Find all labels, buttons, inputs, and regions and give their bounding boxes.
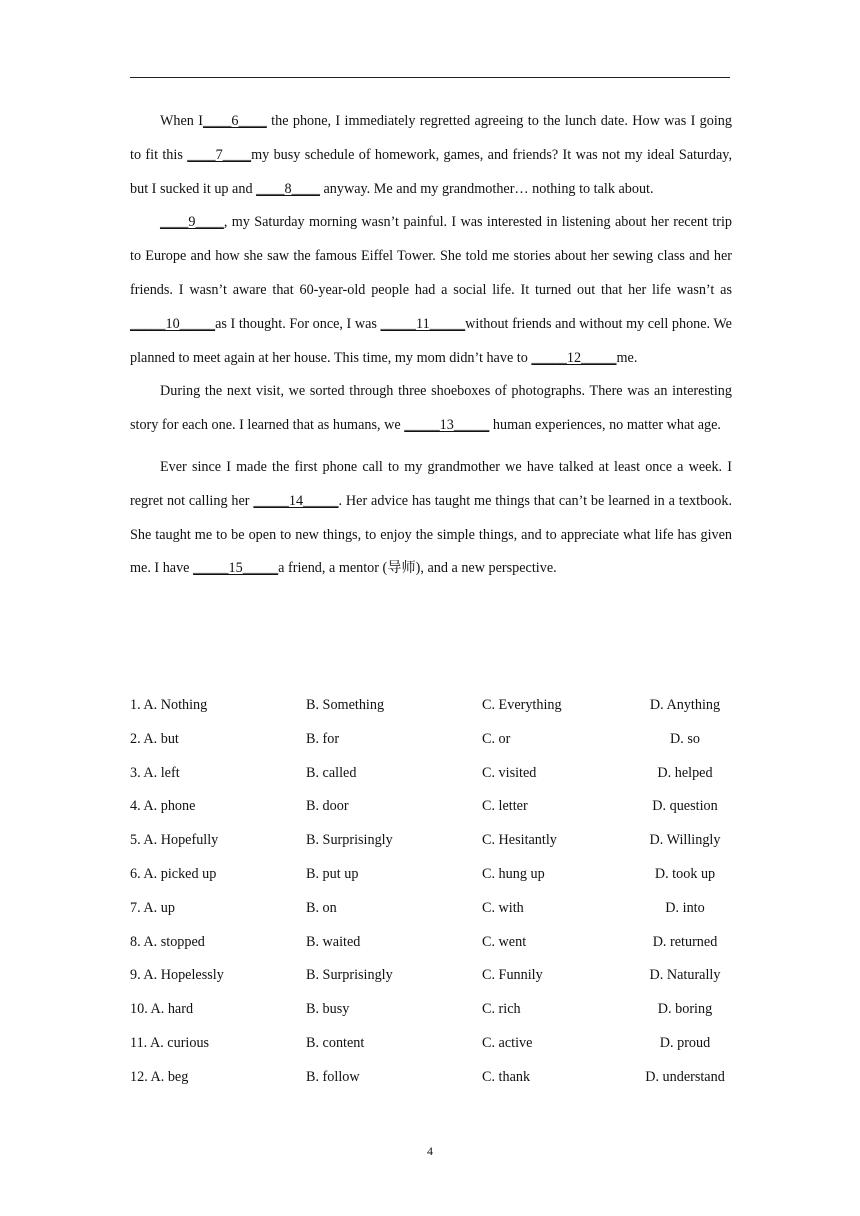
option-a: 2. A. but xyxy=(130,730,179,747)
option-d: D. Anything xyxy=(649,697,721,713)
option-b: B. waited xyxy=(306,933,361,950)
question-row xyxy=(130,1061,732,1095)
option-b: B. content xyxy=(306,1034,365,1051)
option-a: 5. A. Hopefully xyxy=(130,832,219,849)
option-b: B. Surprisingly xyxy=(306,967,393,984)
text: anyway. Me and my grandmother… nothing to talk about. xyxy=(319,180,654,197)
text: human experiences, no matter what age. xyxy=(489,417,721,434)
blank-13: _____13_____ xyxy=(404,417,490,434)
option-a: 9. A. Hopelessly xyxy=(130,967,224,984)
option-c: C. with xyxy=(482,899,524,916)
option-d: D. returned xyxy=(652,933,718,950)
option-c: C. hung up xyxy=(482,865,545,882)
blank-7: ____7____ xyxy=(187,146,252,163)
blank-10: _____10_____ xyxy=(130,315,216,332)
option-b: B. door xyxy=(306,798,349,815)
option-c: C. Hesitantly xyxy=(482,832,557,849)
option-d: D. so xyxy=(670,730,700,747)
text: , my Saturday morning wasn’t painful. I was interested in listening about her recent trip to Europe and how she saw the famous Eiffel Tower. She told me stories about her sewing class and her friends. I wasn’t aware that 60-year-old people had a social life. It turned out that her life wasn’t as xyxy=(130,214,732,298)
option-a: 10. A. hard xyxy=(130,1001,194,1018)
paragraph-2 xyxy=(130,206,732,375)
text: me. xyxy=(616,349,638,366)
paragraph-4 xyxy=(130,451,732,586)
paragraph-3 xyxy=(130,375,732,443)
option-a: 6. A. picked up xyxy=(130,865,217,882)
text: . Her advice has taught me things that can’t be learned in a textbook. She taught me to be open to new things, to enjoy the simple things, and to appreciate what life has given me. I have xyxy=(130,492,732,577)
question-row xyxy=(130,790,732,824)
option-b: B. Something xyxy=(306,697,385,713)
option-b: B. follow xyxy=(306,1068,360,1085)
option-b: B. put up xyxy=(306,865,359,882)
blank-8: ____8____ xyxy=(256,180,320,197)
page-number: 4 xyxy=(427,1144,433,1158)
option-a: 3. A. left xyxy=(130,764,180,781)
option-c: C. rich xyxy=(482,1001,521,1018)
option-c: C. letter xyxy=(482,798,528,815)
option-a: 7. A. up xyxy=(130,899,175,916)
text: my busy schedule of homework, games, and friends? It was not my ideal Saturday, but I sucked it up and xyxy=(130,146,732,197)
option-d: D. question xyxy=(652,798,718,815)
option-c: C. went xyxy=(482,933,527,950)
text: a friend, a mentor (导师), and a new perspective. xyxy=(278,560,557,577)
blank-11: _____11_____ xyxy=(380,315,466,332)
option-a: 12. A. beg xyxy=(130,1068,189,1085)
text: the phone, I immediately regretted agreeing to the lunch date. How was I going to fit this xyxy=(130,113,732,163)
option-d: D. Naturally xyxy=(649,967,721,984)
question-row xyxy=(130,824,732,858)
option-a: 11. A. curious xyxy=(130,1034,210,1051)
cloze-passage xyxy=(130,105,732,586)
text: When I xyxy=(160,113,203,129)
question-row xyxy=(130,959,732,993)
option-c: C. Funnily xyxy=(482,967,543,984)
text: Ever since I made the first phone call to my grandmother we have talked at least once a week. I regret not calling her xyxy=(130,458,732,509)
option-d: D. Willingly xyxy=(649,832,721,849)
option-b: B. Surprisingly xyxy=(306,832,393,849)
option-b: B. called xyxy=(306,764,357,781)
paragraph-1 xyxy=(130,105,732,206)
question-row xyxy=(130,892,732,926)
option-c: C. thank xyxy=(482,1068,531,1085)
question-row xyxy=(130,926,732,960)
option-b: B. on xyxy=(306,899,337,916)
question-row xyxy=(130,1027,732,1061)
option-b: B. for xyxy=(306,730,340,747)
question-row xyxy=(130,689,732,723)
answer-options xyxy=(130,689,732,1095)
text: During the next visit, we sorted through three shoeboxes of photographs. There was an interesting story for each one. I learned that as humans, we xyxy=(130,383,732,434)
option-a: 8. A. stopped xyxy=(130,933,205,950)
option-d: D. took up xyxy=(654,865,716,882)
option-a: 4. A. phone xyxy=(130,798,196,815)
question-row xyxy=(130,993,732,1027)
blank-6: ____6____ xyxy=(202,113,267,129)
blank-12: _____12_____ xyxy=(531,349,617,366)
blank-15: _____15_____ xyxy=(193,560,279,577)
option-c: C. or xyxy=(482,730,511,747)
question-row xyxy=(130,858,732,892)
question-row xyxy=(130,723,732,757)
text: as I thought. For once, I was xyxy=(215,315,381,332)
option-c: C. visited xyxy=(482,764,537,781)
option-b: B. busy xyxy=(306,1001,350,1018)
option-d: D. proud xyxy=(659,1034,711,1051)
blank-14: _____14_____ xyxy=(253,492,339,509)
option-d: D. boring xyxy=(657,1001,713,1018)
option-a: 1. A. Nothing xyxy=(130,697,208,713)
option-d: D. understand xyxy=(645,1068,725,1085)
option-d: D. helped xyxy=(657,764,713,781)
option-d: D. into xyxy=(665,899,705,916)
header-rule xyxy=(130,77,730,78)
text: without friends and without my cell phone. We planned to meet again at her house. This time, my mom didn’t have to xyxy=(130,315,732,366)
question-row xyxy=(130,757,732,791)
blank-9: ____9____ xyxy=(160,214,224,231)
option-c: C. Everything xyxy=(482,697,562,713)
option-c: C. active xyxy=(482,1034,533,1051)
